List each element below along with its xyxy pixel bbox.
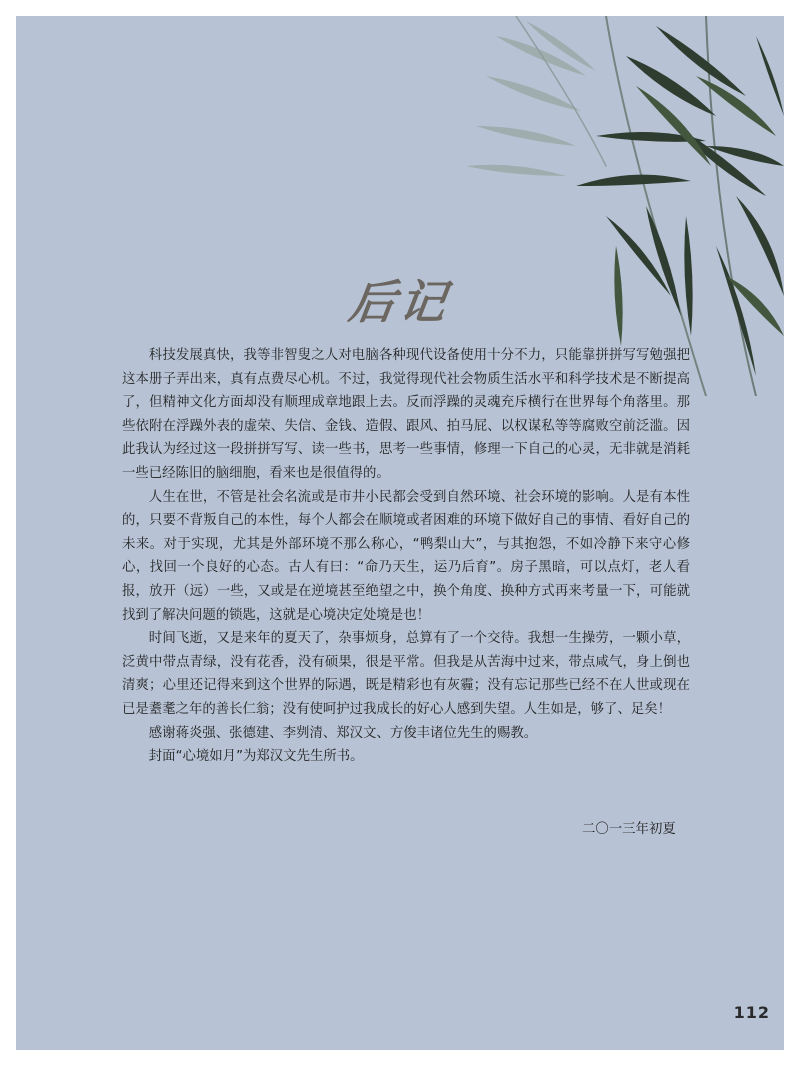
paragraph: 封面“心境如月”为郑汉文先生所书。 (148, 749, 364, 765)
date-signature: 二〇一三年初夏 (582, 822, 676, 837)
paragraph: 科技发展真快，我等非智叟之人对电脑各种现代设备使用十分不力，只能靠拼拼写写勉强把这本册子弄出来，真有点费尽心机。不过，我觉得现代社会物质生活水平和科学技术是不断提高了，但精神文化方面却没有顺理成章地跟上去。反而浮躁的灵魂充斥横行在世界每个角落里。那些依附在浮躁外表的虚荣、失信、金钱、造假、跟风、拍马屁、以权谋私等等腐败空前泛滥。因此我认为经过这一段拼拼写写、读一些书，思考一些事情，修理一下自己的心灵，无非就是消耗一些已经陈旧的脑细胞，看来也是很值得的。 (122, 348, 690, 481)
body-text (122, 344, 690, 769)
page (16, 16, 784, 1050)
paragraph: 时间飞逝，又是来年的夏天了，杂事烦身，总算有了一个交待。我想一生操劳，一颗小草，泛黄中带点青绿，没有花香，没有硕果，很是平常。但我是从苦海中过来，带点咸气，身上倒也清爽；心里还记得来到这个世界的际遇，既是精彩也有灰霾；没有忘记那些已经不在人世或现在已是耋耄之年的善长仁翁；没有使呵护过我成长的好心人感到失望。人生如是，够了、足矣！ (122, 631, 690, 717)
page-title: 后记 (345, 275, 454, 329)
paragraph: 人生在世，不管是社会名流或是市井小民都会受到自然环境、社会环境的影响。人是有本性的，只要不背叛自己的本性，每个人都会在顺境或者困难的环境下做好自己的事情、看好自己的未来。对于实现，尤其是外部环境不那么称心，“鸭梨山大”，与其抱怨，不如冷静下来守心修心，找回一个良好的心态。古人有曰：“命乃天生，运乃后育”。房子黑暗，可以点灯，老人看报，放开（远）一些，又或是在逆境甚至绝望之中，换个角度、换种方式再来考量一下，可能就找到了解决问题的锁匙，这就是心境决定处境是也！ (122, 489, 690, 623)
paragraph: 感谢蒋炎强、张德建、李刿清、郑汉文、方俊丰诸位先生的赐教。 (148, 725, 538, 741)
bamboo-leaves-decoration (456, 16, 784, 396)
page-number: 112 (733, 1003, 770, 1022)
